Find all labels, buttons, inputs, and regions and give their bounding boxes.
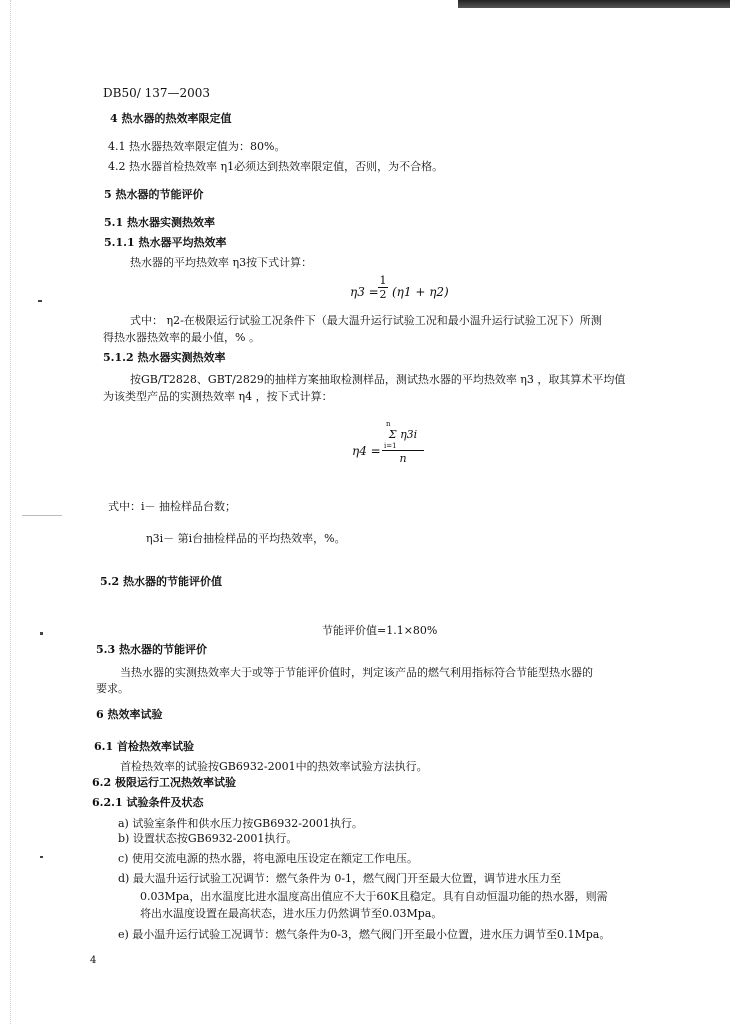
section-5-3-text-b: 要求。 (96, 682, 129, 695)
evaluation-value: 节能评价值=1.1×80% (322, 624, 438, 637)
clause-4-2: 4.2 热水器首检热效率 η1必须达到热效率限定值，否则，为不合格。 (108, 160, 444, 173)
section-6-2-1-title: 6.2.1 试验条件及状态 (92, 796, 204, 809)
section-6-2-title: 6.2 极限运行工况热效率试验 (92, 776, 236, 789)
where-1-line-a: 式中： η2-在极限运行试验工况条件下（最大温升运行试验工况和最小温升运行试验工况下）所测 (130, 314, 602, 327)
scan-speck (40, 856, 43, 858)
eq2-denominator: n (399, 452, 407, 465)
where-2-line-a: 式中：i－ 抽检样品台数； (108, 500, 237, 513)
item-e: e) 最小温升运行试验工况调节：燃气条件为0-3，燃气阀门开至最小位置，进水压力调节至0.1Mpa。 (118, 928, 611, 941)
where-1-line-b: 得热水器热效率的最小值，% 。 (103, 331, 260, 344)
clause-4-1: 4.1 热水器热效率限定值为：80%。 (108, 140, 286, 153)
section-5-1-2-title: 5.1.2 热水器实测热效率 (103, 351, 226, 364)
header-code: DB50/ 137—2003 (103, 86, 211, 100)
eq1-numerator: 1 (379, 274, 387, 287)
item-d-line-3: 将出水温度设置在最高状态，进水压力仍然调节至0.03Mpa。 (140, 907, 443, 920)
section-5-2-title: 5.2 热水器的节能评价值 (100, 575, 222, 588)
section-6-title: 6 热效率试验 (96, 708, 163, 721)
where-2-line-b: η3i－ 第i台抽检样品的平均热效率，%。 (146, 532, 346, 545)
eq2-fraction (382, 420, 424, 467)
section-5-3-text-a: 当热水器的实测热效率大于或等于节能评价值时，判定该产品的燃气利用指标符合节能型热水器的 (120, 666, 593, 679)
scan-edge (0, 0, 11, 1024)
eq1-denominator: 2 (379, 288, 387, 301)
section-5-3-title: 5.3 热水器的节能评价 (96, 643, 207, 656)
section-5-1-1-text: 热水器的平均热效率 η3按下式计算： (130, 256, 313, 269)
scan-top-mark (458, 0, 730, 8)
scan-speck (22, 515, 62, 516)
section-5-1-1-title: 5.1.1 热水器平均热效率 (104, 236, 227, 249)
eq2-lhs: η4 = (352, 444, 381, 458)
eq2-sum-lower: i=1 (384, 442, 397, 450)
eq1-rhs: (η1 + η2) (392, 285, 449, 299)
eq1-lhs: η3 = (350, 285, 379, 299)
scan-speck (38, 300, 42, 302)
eq2-sum-upper: n (386, 420, 391, 428)
eq2-numerator: Σ η3i (388, 428, 418, 441)
section-5-1-title: 5.1 热水器实测热效率 (104, 216, 215, 229)
section-4-title: 4 热水器的热效率限定值 (110, 112, 232, 125)
item-a: a) 试验室条件和供水压力按GB6932-2001执行。 (118, 817, 363, 830)
scan-speck (40, 632, 43, 635)
item-d-line-1: d) 最大温升运行试验工况调节：燃气条件为 0-1，燃气阀门开至最大位置，调节进水压力至 (118, 872, 562, 885)
section-5-title: 5 热水器的节能评价 (104, 188, 204, 201)
item-b: b) 设置状态按GB6932-2001执行。 (118, 832, 298, 845)
page-number: 4 (90, 955, 97, 966)
section-5-1-2-text-b: 为该类型产品的实测热效率 η4 ，按下式计算： (103, 390, 333, 403)
section-6-1-text: 首检热效率的试验按GB6932-2001中的热效率试验方法执行。 (120, 760, 428, 773)
item-c: c) 使用交流电源的热水器，将电源电压设定在额定工作电压。 (118, 852, 418, 865)
eq1-fraction (378, 274, 388, 301)
item-d-line-2: 0.03Mpa，出水温度比进水温度高出值应不大于60K且稳定。具有自动恒温功能的热水器，则需 (140, 890, 608, 903)
section-6-1-title: 6.1 首检热效率试验 (94, 740, 194, 753)
section-5-1-2-text-a: 按GB/T2828、GBT/2829的抽样方案抽取检测样品，测试热水器的平均热效率 η3 ，取其算术平均值 (130, 373, 626, 386)
